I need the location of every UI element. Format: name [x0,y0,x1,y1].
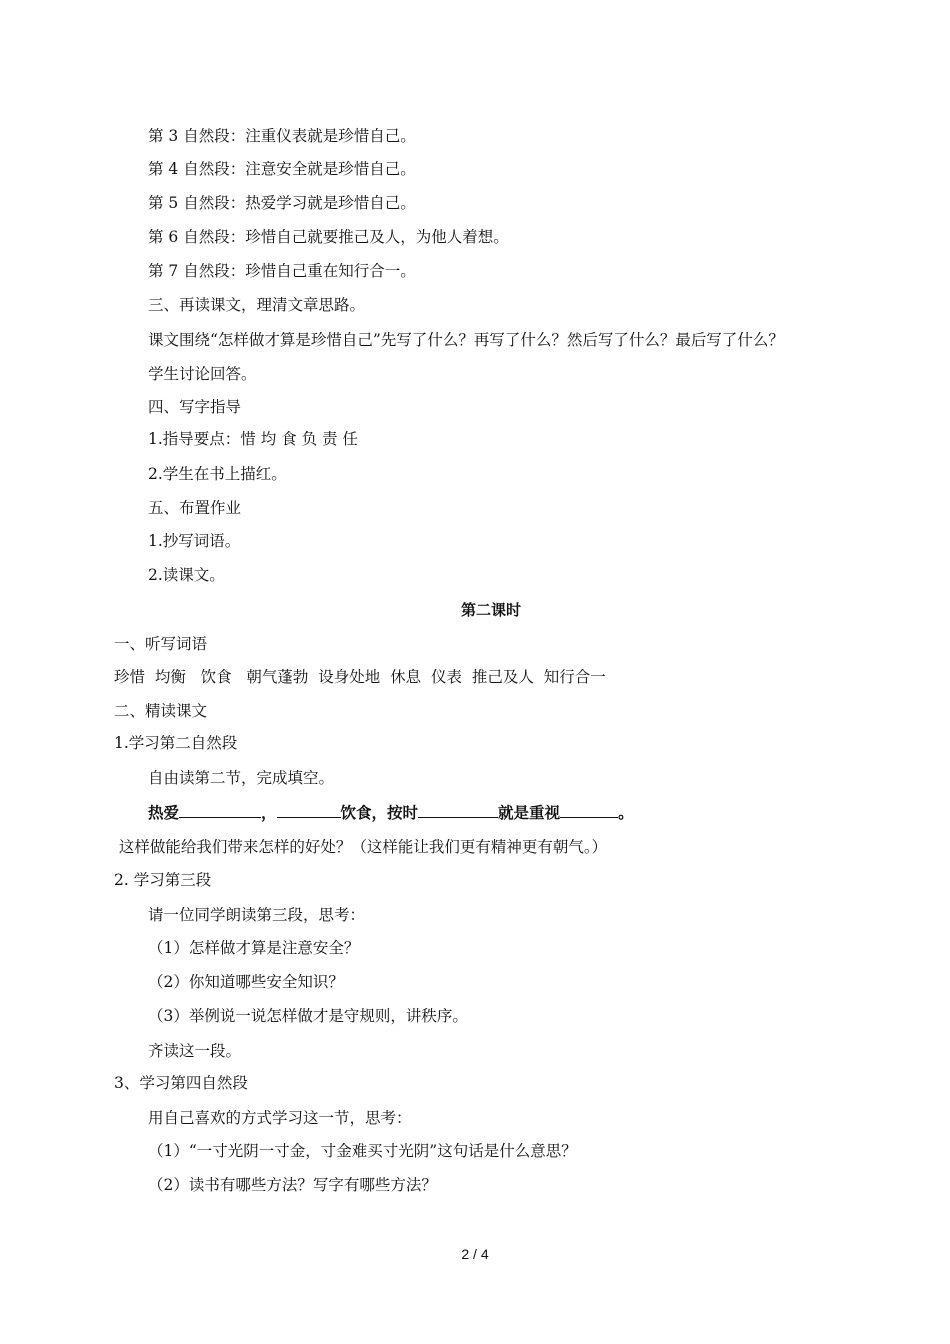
fill-text-a: 热爱 [148,804,180,822]
safety-question-1: （1）怎样做才算是注意安全？ [148,939,360,957]
section-3-heading: 三、再读课文，理清文章思路。 [148,296,366,314]
fill-instruction: 自由读第二节，完成填空。 [148,769,335,787]
read-aloud-instruction: 请一位同学朗读第三段，思考： [148,906,366,924]
paragraph-7-summary: 第 7 自然段：珍惜自己重在知行合一。 [148,262,416,280]
structure-question: 课文围绕“怎样做才算是珍惜自己”先写了什么？再写了什么？然后写了什么？最后写了什么？ [148,331,784,349]
benefit-question: 这样做能给我们带来怎样的好处？（这样能让我们更有精神更有朝气。） [114,838,608,856]
study-paragraph-3-heading: 2. 学习第三段 [114,871,212,889]
dictation-words: 珍惜 均衡 饮食 朝气蓬勃 设身处地 休息 仪表 推己及人 知行合一 [114,668,606,686]
paragraph-4-summary: 第 4 自然段：注意安全就是珍惜自己。 [148,160,416,178]
writing-key-points: 1.指导要点：惜 均 食 负 责 任 [148,430,358,448]
methods-question: （2）读书有哪些方法？写字有哪些方法？ [148,1176,437,1194]
homework-item-1: 1.抄写词语。 [148,532,241,550]
read-together-line: 齐读这一段。 [148,1042,242,1060]
discussion-line: 学生讨论回答。 [148,365,257,383]
fill-text-c: 饮食，按时 [340,804,419,822]
fill-text-b: ， [261,804,277,822]
tracing-line: 2.学生在书上描红。 [148,465,287,483]
study-paragraph-2-heading: 1.学习第二自然段 [114,734,238,752]
fill-in-blank-line [148,802,634,823]
fill-text-d: 就是重视 [498,804,561,822]
section-4-heading: 四、写字指导 [148,398,242,416]
study-method-instruction: 用自己喜欢的方式学习这一节，思考： [148,1109,412,1127]
safety-question-2: （2）你知道哪些安全知识？ [148,973,344,991]
paragraph-3-summary: 第 3 自然段：注重仪表就是珍惜自己。 [148,127,416,145]
blank-3[interactable] [418,802,498,818]
fill-text-e: 。 [618,804,634,822]
paragraph-5-summary: 第 5 自然段：热爱学习就是珍惜自己。 [148,194,416,212]
page-number: 2 / 4 [461,1246,489,1262]
safety-question-3: （3）举例说一说怎样做才是守规则，讲秩序。 [148,1007,468,1025]
dictation-heading: 一、听写词语 [114,635,208,653]
section-5-heading: 五、布置作业 [148,499,242,517]
blank-4[interactable] [560,802,618,818]
study-paragraph-4-heading: 3、学习第四自然段 [114,1074,248,1092]
paragraph-6-summary: 第 6 自然段：珍惜自己就要推己及人，为他人着想。 [148,228,509,246]
blank-2[interactable] [277,802,341,818]
close-reading-heading: 二、精读课文 [114,702,208,720]
lesson-2-title: 第二课时 [460,601,521,619]
blank-1[interactable] [179,802,261,818]
homework-item-2: 2.读课文。 [148,566,225,584]
time-proverb-question: （1）“一寸光阴一寸金，寸金难买寸光阴”这句话是什么意思？ [148,1142,577,1160]
